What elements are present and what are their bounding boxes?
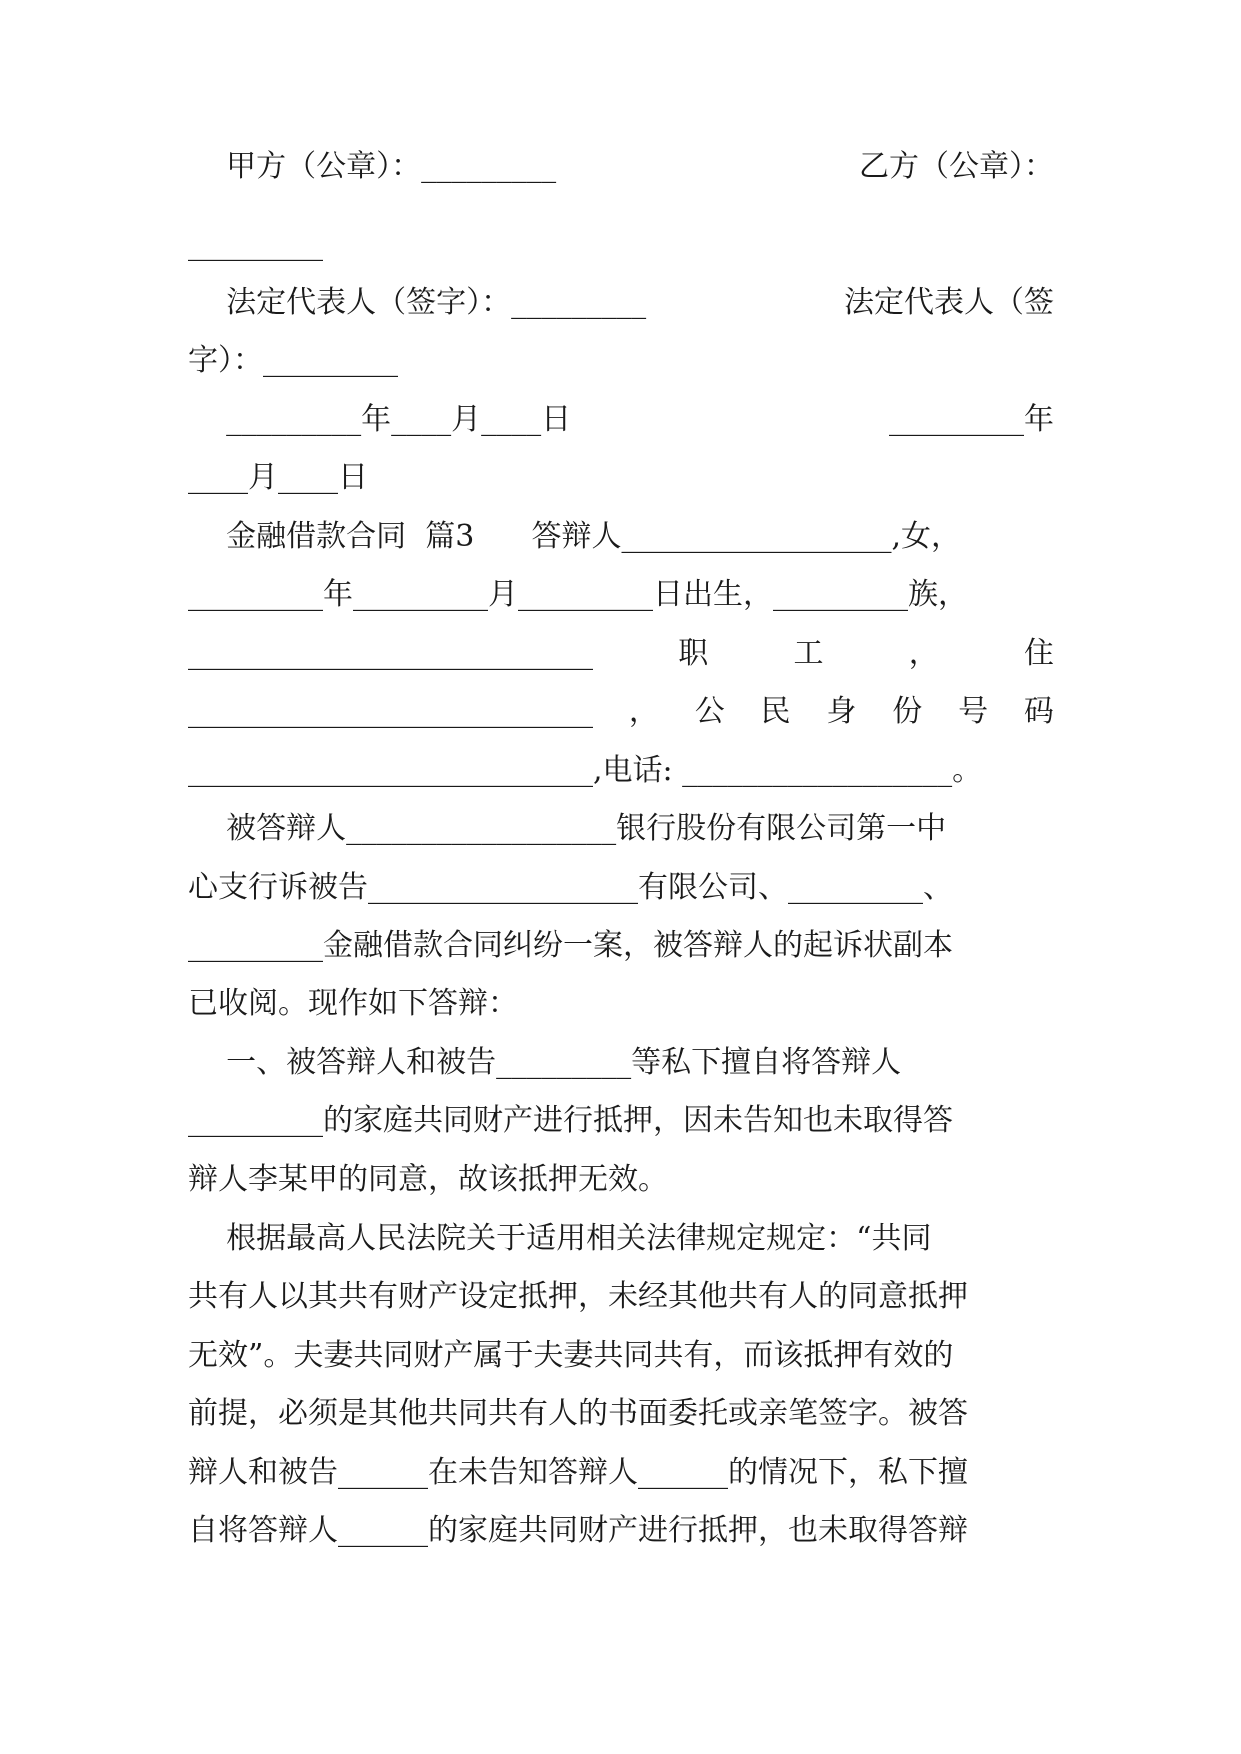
text-segment: 被答辩人__________________银行股份有限公司第一中 <box>188 811 947 846</box>
text-line <box>188 1451 1054 1495</box>
text-line <box>188 749 1054 793</box>
text-segment: 前提，必须是其他共同共有人的书面委托或亲笔签字。被答 <box>188 1396 968 1431</box>
text-line <box>188 223 1054 267</box>
text-segment: 一、被答辩人和被告_________等私下擅自将答辩人 <box>188 1045 902 1080</box>
text-line <box>188 866 1054 910</box>
text-segment: 工 <box>793 636 824 671</box>
text-segment: _________的家庭共同财产进行抵押，因未告知也未取得答 <box>188 1103 953 1138</box>
text-segment: 字）：_________ <box>188 343 398 378</box>
text-line <box>188 690 1054 734</box>
text-segment: _________年____月____日 <box>188 402 572 437</box>
text-line <box>188 1275 1054 1319</box>
text-line <box>188 573 1054 617</box>
text-line <box>188 339 1054 383</box>
text-line <box>188 1392 1054 1436</box>
text-segment: 份 <box>892 694 923 729</box>
text-segment: 已收阅。现作如下答辩： <box>188 986 518 1021</box>
text-segment: 无效”。夫妻共同财产属于夫妻共同共有，而该抵押有效的 <box>188 1338 954 1373</box>
text-line <box>188 632 1054 676</box>
text-line <box>188 398 1054 442</box>
text-line <box>188 924 1054 968</box>
text-segment: _________金融借款合同纠纷一案，被答辩人的起诉状副本 <box>188 928 953 963</box>
text-line <box>188 1099 1054 1143</box>
text-line <box>188 515 1054 559</box>
text-segment: ___________________________ <box>188 636 593 671</box>
text-line <box>188 456 1054 500</box>
text-segment: ___________________________,电话: __________________。 <box>188 753 983 788</box>
text-segment: 码 <box>1023 694 1054 729</box>
text-segment: 法定代表人（签字）：_________ <box>188 285 647 320</box>
text-line <box>188 1217 1054 1261</box>
text-segment: 住 <box>1024 636 1054 671</box>
text-segment: 乙方（公章）： <box>859 149 1054 184</box>
text-line <box>188 982 1054 1026</box>
text-segment: 根据最高人民法院关于适用相关法律规定规定：“共同 <box>188 1221 932 1256</box>
text-segment: 心支行诉被告__________________有限公司、_________、 <box>188 870 953 905</box>
text-line <box>188 1334 1054 1378</box>
text-segment: 金融借款合同 篇3 答辩人__________________,女， <box>188 519 962 554</box>
text-line <box>188 145 1054 189</box>
text-line <box>188 1041 1054 1085</box>
text-segment: 职 <box>678 636 709 671</box>
text-line <box>188 281 1054 325</box>
text-segment: 公 <box>694 694 725 729</box>
text-segment: ___________________________ <box>188 694 593 729</box>
text-segment: 自将答辩人______的家庭共同财产进行抵押，也未取得答辩 <box>188 1513 968 1548</box>
text-segment: 法定代表人（签 <box>844 285 1054 320</box>
text-segment: ， <box>908 636 939 671</box>
text-segment: 甲方（公章）：_________ <box>188 149 557 184</box>
text-segment: 辩人李某甲的同意，故该抵押无效。 <box>188 1162 668 1197</box>
text-line <box>188 1158 1054 1202</box>
text-segment: ____月____日 <box>188 460 368 495</box>
text-segment: 辩人和被告______在未告知答辩人______的情况下，私下擅 <box>188 1455 968 1490</box>
text-segment: 共有人以其共有财产设定抵押，未经其他共有人的同意抵押 <box>188 1279 968 1314</box>
text-segment: _________ <box>188 227 323 262</box>
text-segment: 身 <box>826 694 857 729</box>
text-segment: 号 <box>958 694 989 729</box>
text-segment: 民 <box>760 694 791 729</box>
text-line <box>188 1509 1054 1553</box>
text-line <box>188 807 1054 851</box>
text-segment: _________年 <box>889 402 1054 437</box>
text-segment: ， <box>628 694 659 729</box>
text-segment: _________年_________月_________日出生，_________族， <box>188 577 968 612</box>
